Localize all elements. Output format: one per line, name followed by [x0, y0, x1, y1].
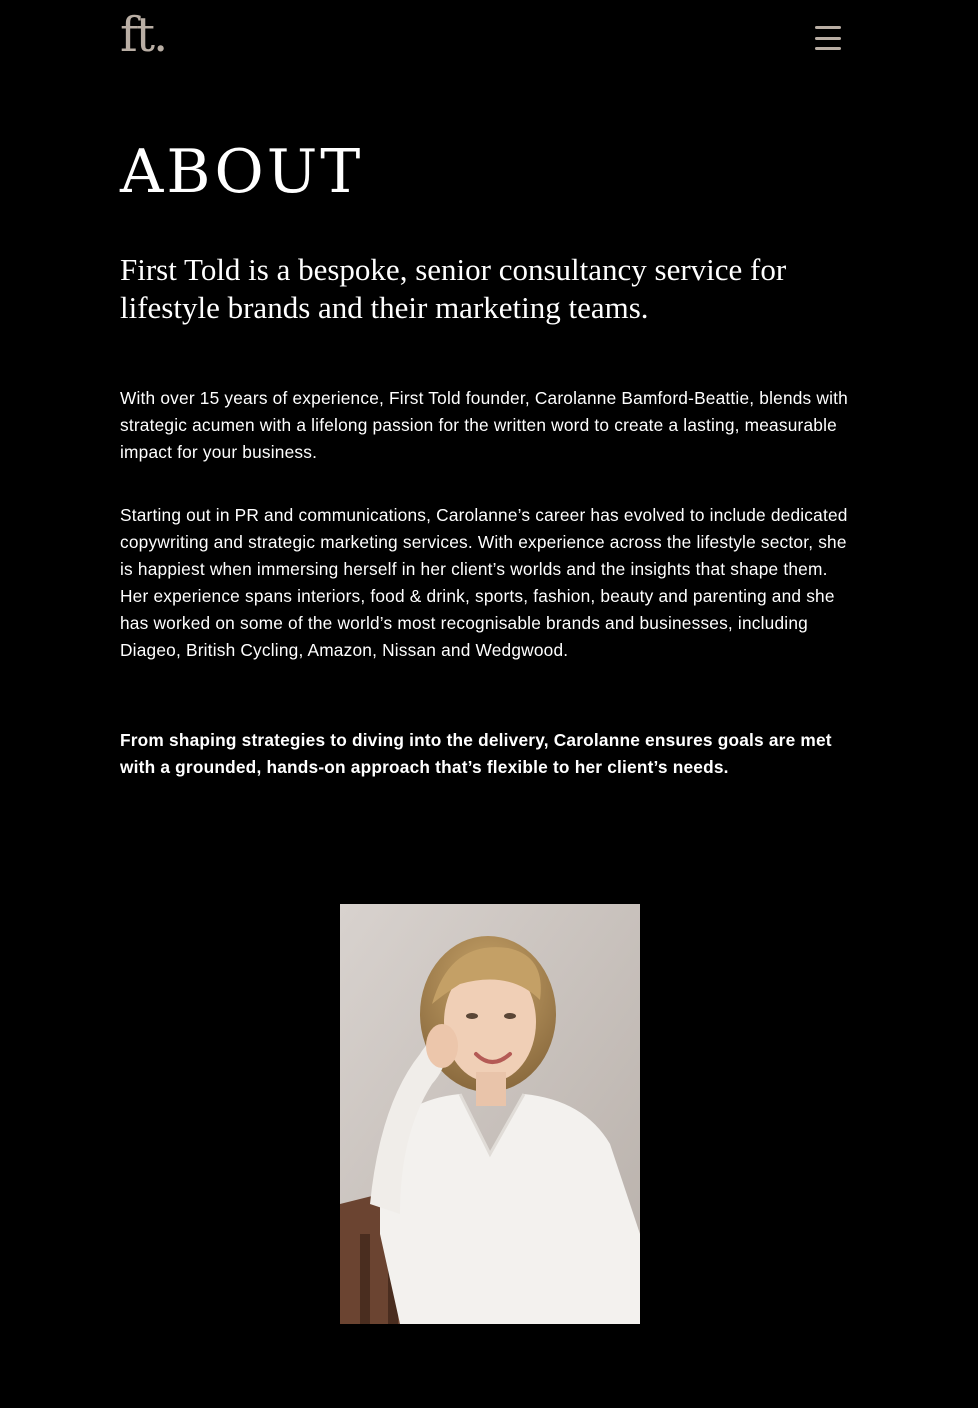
body-paragraph-experience: With over 15 years of experience, First Told founder, Carolanne Bamford-Beattie, blends with strategic acumen with a lifelong passion for the written word to create a lasting, measurable impact for your business. — [120, 388, 848, 462]
hamburger-menu-icon[interactable] — [812, 22, 844, 54]
body-paragraph-career: Starting out in PR and communications, Carolanne’s career has evolved to include dedicated copywriting and strategic marketing services. With experience across the lifestyle sector, she is happiest when immersing herself in her client’s worlds and the insights that shape them. Her experience spans interiors, food & drink, sports, fashion, beauty and parenting and she has worked on some of the world’s most recognisable brands and businesses, including Diageo, British Cycling, Amazon, Nissan and Wedgwood. — [120, 505, 848, 660]
portrait-illustration — [340, 904, 640, 1324]
intro-lead: First Told is a bespoke, senior consultancy service for lifestyle brands and their marketing teams. — [120, 252, 787, 325]
founder-portrait-image — [340, 904, 640, 1324]
body-paragraph-approach: From shaping strategies to diving into the delivery, Carolanne ensures goals are met with a grounded, hands-on approach that’s flexible to her client’s needs. — [120, 730, 832, 777]
page-title: ABOUT — [120, 137, 364, 207]
menu-line — [815, 47, 841, 50]
menu-line — [815, 37, 841, 40]
brand-logo[interactable]: ft. — [120, 7, 167, 63]
menu-line — [815, 26, 841, 29]
